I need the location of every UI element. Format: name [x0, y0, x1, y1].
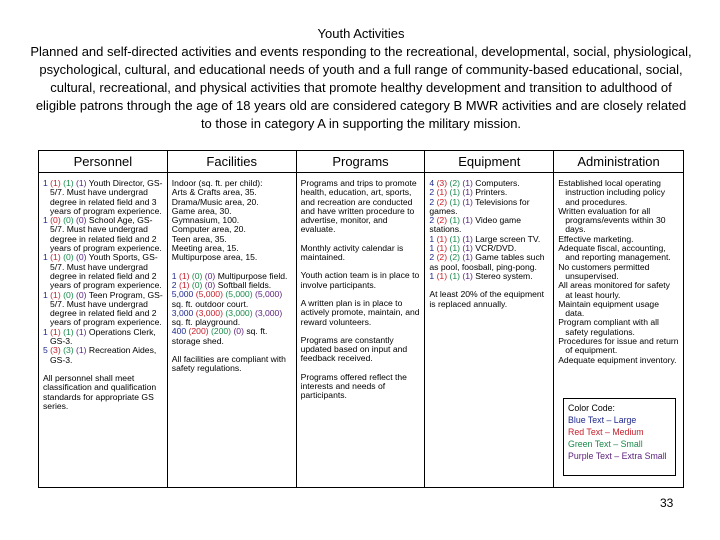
header-programs: Programs: [297, 151, 425, 173]
list-item: [429, 216, 549, 235]
facilities-note: All facilities are compliant with safety regulations.: [171, 354, 286, 374]
count-extra-small: (0): [75, 215, 87, 226]
count-medium: (2): [436, 196, 448, 207]
item-text: Recreation Aides, GS-3.: [50, 345, 157, 365]
legend-red: Red Text – Medium: [568, 427, 644, 437]
facility-indoor-item: Multipurpose area, 15.: [171, 252, 258, 263]
count-small: (1): [449, 187, 460, 198]
count-extra-small: (0): [204, 279, 216, 290]
count-large: 1: [429, 270, 435, 281]
count-large: 5: [43, 345, 48, 356]
count-extra-small: (1): [462, 233, 473, 244]
count-small: (5,000): [225, 289, 253, 300]
count-medium: (1): [178, 279, 190, 290]
count-small: (0): [63, 252, 74, 263]
programs-column: [297, 151, 426, 487]
header-facilities: Facilities: [168, 151, 296, 173]
item-text: Operations Clerk, GS-3.: [50, 326, 156, 347]
item-text: Video game stations.: [429, 215, 521, 235]
count-extra-small: (0): [204, 270, 216, 281]
count-large: 2: [429, 196, 435, 207]
item-text: Youth Director, GS-5/7. Must have undergrad degree in related field and 3 years of program experience.: [50, 178, 163, 216]
program-item: A written plan is in place to actively promote, maintain, and reward volunteers.: [300, 297, 420, 327]
count-small: (0): [63, 289, 74, 300]
count-large: 3,000: [171, 307, 194, 318]
count-extra-small: (1): [75, 326, 87, 337]
count-extra-small: (0): [75, 252, 87, 263]
count-small: (2): [449, 252, 460, 263]
document-title: [30, 25, 692, 133]
count-small: (1): [449, 196, 460, 207]
legend-blue: Blue Text – Large: [568, 415, 637, 425]
count-extra-small: (1): [462, 270, 473, 281]
count-medium: (3): [436, 178, 448, 188]
count-medium: (3,000): [195, 307, 223, 318]
count-small: (1): [449, 270, 460, 281]
count-small: (0): [191, 279, 203, 290]
list-item: [172, 309, 292, 328]
count-extra-small: (1): [462, 215, 473, 226]
count-large: 2: [429, 252, 435, 263]
count-medium: (1): [436, 243, 448, 254]
count-small: (1): [449, 243, 460, 254]
count-medium: (5,000): [195, 289, 223, 300]
list-item: [429, 253, 549, 272]
item-text: School Age, GS-5/7. Must have undergrad degree in related field and 2 years of program experience.: [50, 215, 162, 254]
header-personnel: Personnel: [39, 151, 167, 173]
count-large: 1: [171, 270, 177, 281]
count-medium: (0): [50, 215, 61, 226]
list-item: [43, 346, 163, 365]
count-medium: (1): [50, 252, 61, 263]
equipment-note: At least 20% of the equipment is replaced annually.: [429, 289, 545, 309]
count-large: 2: [429, 215, 435, 226]
count-large: 2: [171, 279, 177, 290]
facilities-column: [168, 151, 297, 487]
count-small: (1): [449, 215, 460, 226]
count-large: 1: [43, 289, 48, 300]
item-text: Softball fields.: [217, 279, 272, 290]
count-medium: (1): [50, 178, 61, 188]
count-large: 1: [43, 178, 48, 188]
count-medium: (1): [436, 187, 448, 198]
item-text: Youth Sports, GS-5/7. Must have undergrad degree in related field and 2 years of program experience.: [50, 252, 162, 291]
administration-item: Effective marketing.: [558, 233, 634, 244]
title-description: Planned and self-directed activities and events responding to the recreational, developmental, social, physiological, psychological, cultural, and educational needs of youth and a full range of community-based educational, social, cultural, recreational, and physical activities that promote healthy development and transition to adulthood of eligible patrons through the age of 18 years old are considered category B MWR activities and are closely related to those in category A in supporting the military mission.: [30, 44, 692, 131]
count-large: 400: [171, 326, 187, 337]
count-small: (1): [63, 178, 74, 188]
administration-item: Maintain equipment usage data.: [558, 298, 659, 319]
count-small: (1): [63, 326, 74, 337]
title-heading: Youth Activities: [317, 26, 405, 41]
count-large: 1: [43, 252, 48, 263]
count-medium: (1): [436, 270, 448, 281]
program-item: Monthly activity calendar is maintained.: [300, 242, 404, 263]
count-extra-small: (1): [462, 178, 473, 188]
count-small: (2): [449, 178, 460, 188]
count-large: 1: [429, 233, 435, 244]
count-medium: (1): [178, 270, 190, 281]
count-medium: (2): [436, 252, 448, 263]
programs-cell: [297, 173, 425, 401]
facilities-cell: [168, 173, 296, 374]
list-item: [429, 272, 549, 281]
program-item: Programs offered reflect the interests and needs of participants.: [300, 371, 407, 401]
facility-indoor-item: Computer area, 20.: [171, 224, 246, 235]
list-item: [172, 290, 292, 309]
count-extra-small: (1): [75, 178, 87, 188]
count-small: (3): [63, 345, 74, 356]
equipment-column: [425, 151, 554, 487]
count-extra-small: (1): [462, 243, 473, 254]
header-administration: Administration: [554, 151, 683, 173]
count-medium: (1): [50, 289, 61, 300]
count-extra-small: (3,000): [254, 307, 283, 318]
item-text: Large screen TV.: [475, 233, 541, 244]
item-text: Game tables such as pool, foosball, ping-pong.: [429, 252, 545, 272]
program-item: Programs and trips to promote health, education, art, sports, and recreation are conducted and have written procedure to advertise, monitor, and evaluate.: [300, 178, 417, 235]
count-medium: (2): [436, 215, 448, 226]
list-item: [172, 327, 292, 346]
count-medium: (200): [188, 326, 209, 337]
color-code-legend: [563, 398, 676, 476]
facility-indoor-item: Indoor (sq. ft. per child):: [171, 178, 263, 188]
personnel-column: [39, 151, 168, 487]
count-small: (0): [63, 215, 74, 226]
count-extra-small: (0): [75, 289, 87, 300]
program-item: Programs are constantly updated based on input and feedback received.: [300, 334, 408, 364]
count-small: (0): [191, 270, 203, 281]
facility-indoor-item: Arts & Crafts area, 35.: [171, 187, 257, 198]
item-text: sq. ft. storage shed.: [171, 326, 268, 346]
facility-indoor-item: Drama/Music area, 20.: [171, 196, 259, 207]
list-item: [43, 328, 163, 347]
list-item: [43, 179, 163, 216]
count-large: 1: [429, 243, 435, 254]
count-extra-small: (1): [462, 187, 473, 198]
administration-item: Written evaluation for all programs/events within 30 days.: [558, 205, 666, 235]
item-text: Teen Program, GS-5/7. Must have undergrad degree in related field and 2 years of program experience.: [50, 289, 163, 328]
count-extra-small: (5,000): [254, 289, 283, 300]
count-small: (200): [210, 326, 232, 337]
item-text: sq. ft. outdoor court.: [171, 298, 249, 309]
count-large: 1: [43, 326, 48, 337]
item-text: sq. ft. playground.: [171, 317, 241, 328]
count-medium: (1): [50, 326, 61, 337]
count-small: (3,000): [225, 307, 253, 318]
administration-item: Procedures for issue and return of equipment.: [558, 336, 679, 356]
administration-item: No customers permitted unsupervised.: [558, 261, 650, 281]
facility-indoor-item: Gymnasium, 100.: [171, 215, 240, 226]
count-large: 4: [429, 178, 435, 188]
count-small: (1): [449, 233, 460, 244]
item-text: Stereo system.: [475, 270, 533, 281]
header-equipment: Equipment: [425, 151, 553, 173]
administration-item: Program compliant with all safety regulations.: [558, 317, 659, 337]
administration-item: Adequate fiscal, accounting, and reporting management.: [558, 243, 671, 263]
count-extra-small: (1): [462, 196, 473, 207]
list-item: [43, 253, 163, 290]
count-medium: (1): [436, 233, 448, 244]
count-extra-small: (1): [75, 345, 87, 356]
item-text: Televisions for games.: [429, 196, 530, 216]
count-extra-small: (1): [462, 252, 473, 263]
equipment-cell: [425, 173, 553, 309]
administration-item: All areas monitored for safety at least hourly.: [558, 280, 670, 300]
list-item: [43, 291, 163, 328]
count-extra-small: (0): [233, 326, 244, 337]
personnel-note: All personnel shall meet classification and qualification standards for appropriate GS series.: [43, 372, 157, 411]
page-number: 33: [660, 496, 674, 510]
item-text: Computers.: [475, 178, 520, 188]
legend-title: Color Code:: [568, 403, 615, 413]
administration-item: Adequate equipment inventory.: [558, 354, 677, 365]
personnel-cell: [39, 173, 167, 411]
facility-indoor-item: Meeting area, 15.: [171, 243, 239, 254]
item-text: VCR/DVD.: [475, 243, 517, 254]
legend-purple: Purple Text – Extra Small: [568, 451, 667, 461]
count-large: 5,000: [171, 289, 194, 300]
facility-indoor-item: Teen area, 35.: [171, 233, 227, 244]
item-text: Multipurpose field.: [217, 270, 288, 281]
legend-green: Green Text – Small: [568, 439, 643, 449]
count-medium: (3): [50, 345, 61, 356]
administration-item: Established local operating instruction including policy and procedures.: [558, 178, 666, 207]
list-item: [429, 198, 549, 217]
item-text: Printers.: [475, 187, 508, 198]
facility-indoor-item: Game area, 30.: [171, 205, 232, 216]
program-item: Youth action team is in place to involve participants.: [300, 270, 420, 290]
count-large: 1: [43, 215, 48, 226]
count-large: 2: [429, 187, 435, 198]
list-item: [43, 216, 163, 253]
administration-cell: [554, 173, 683, 365]
